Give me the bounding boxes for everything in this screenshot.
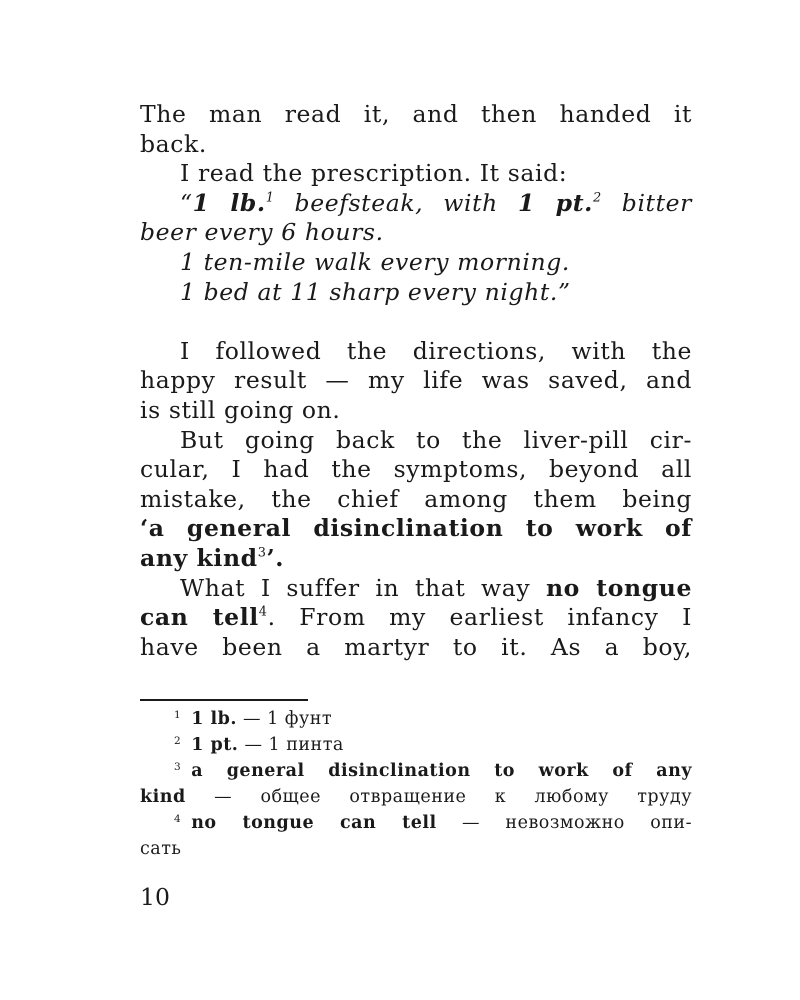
text-line: mistake, the chief among them being (140, 484, 692, 513)
text-line: any kind$^3$’. (140, 543, 285, 572)
text-line: The man read it, and then handed it (140, 100, 692, 128)
text-line: What I suffer in that way no tongue (180, 573, 692, 602)
text-line: happy result — my life was saved, and (140, 366, 692, 395)
text-line: But going back to the liver-pill cir- (180, 425, 692, 454)
prescription-line: “1 lb.$^1$ beefsteak, with 1 pt.$^2$ bitter (180, 188, 692, 217)
text-line: can tell$^4$. From my earliest infancy I (140, 603, 692, 632)
text-line: have been a martyr to it. As a boy, (140, 632, 692, 661)
footnote-3-cont: kind — общее отвращение к любому труду (140, 787, 692, 807)
text-line: cular, I had the symptoms, beyond all (140, 455, 692, 484)
prescription-line: 1 ten-mile walk every morning. (180, 247, 570, 276)
footnote-4-cont: сать (140, 839, 182, 859)
footnote-divider (140, 699, 308, 701)
text-line: is still going on. (140, 395, 341, 424)
footnote-2: $^2$ 1 pt. — 1 пинта (174, 734, 344, 755)
footnote-1: $^1$ 1 lb. — 1 фунт (174, 708, 333, 729)
footnote-4: $^4$ no tongue can tell — невозможно опи- (174, 812, 692, 833)
prescription-line: 1 bed at 11 sharp every night.” (180, 277, 571, 306)
text-line: ‘a general disinclination to work of (140, 514, 692, 543)
main-text (140, 100, 692, 662)
text-line: I followed the directions, with the (180, 336, 692, 365)
text-line: I read the prescription. It said: (180, 159, 568, 188)
page-number: 10 (140, 883, 170, 911)
prescription-line: beer every 6 hours. (140, 218, 384, 247)
footnotes (140, 706, 692, 862)
footnote-3: $^3$ a general disinclination to work of any (174, 760, 692, 781)
text-line: back. (140, 129, 207, 158)
